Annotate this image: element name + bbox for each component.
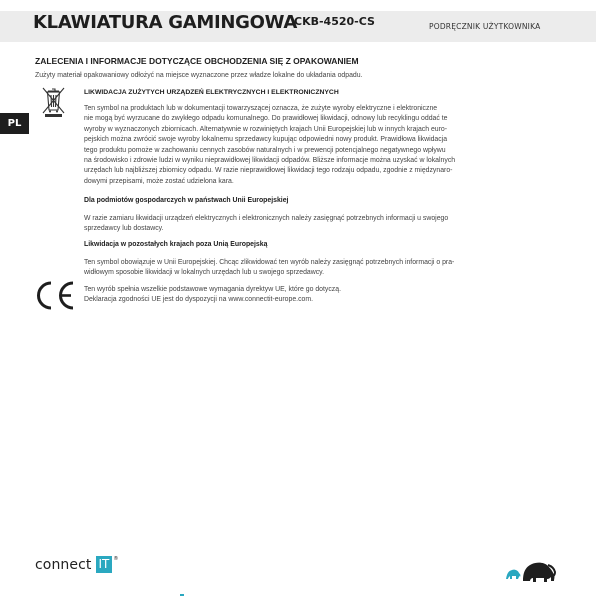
- weee-line: dowymi przepisami, może zostać udzielona kara.: [84, 177, 234, 185]
- ce-paragraph: [84, 285, 554, 306]
- business-heading: Dla podmiotów gospodarczych w państwach Unii Europejskiej: [84, 197, 289, 204]
- weee-paragraph: [84, 104, 554, 187]
- brand-word: connect: [35, 556, 92, 573]
- business-paragraph: [84, 214, 554, 235]
- manual-label: PODRĘCZNIK UŻYTKOWNIKA: [429, 22, 541, 31]
- other-countries-paragraph: [84, 258, 554, 279]
- page-title: KLAWIATURA GAMINGOWA: [33, 12, 298, 33]
- brand-logo: [35, 556, 118, 573]
- other-countries-line: Ten symbol obowiązuje w Unii Europejskiej. Chcąc zlikwidować ten wyrób należy zasięgnąć potrzebnych informacji o pra-: [84, 259, 455, 266]
- elephant-logo-icon: [503, 553, 559, 583]
- weee-line: Ten symbol na produktach lub w dokumentacji towarzyszącej oznacza, że zużyte wyroby elektryczne i elektroniczne: [84, 105, 438, 112]
- ce-line: Deklaracja zgodności UE jest do dyspozycji na www.connectit-europe.com.: [84, 296, 314, 304]
- brand-box: IT: [96, 556, 113, 573]
- section-heading: ZALECENIA I INFORMACJE DOTYCZĄCE OBCHODZENIA SIĘ Z OPAKOWANIEM: [35, 56, 359, 66]
- weee-line: na środowisko i zdrowie ludzi w wyniku nieprawidłowej likwidacji odpadów. Bliższe informacje można uzyskać w lokalnych: [84, 157, 456, 165]
- other-countries-line: widłowym sposobie likwidacji w lokalnych urzędach lub u swojego sprzedawcy.: [84, 269, 325, 277]
- weee-line: tego produktu pomoże w zachowaniu cennych zasobów naturalnych i w prewencji potencjalnego negatywnego wpływu: [84, 146, 446, 154]
- ce-mark-icon: [34, 280, 77, 311]
- brand-registered: ®: [113, 556, 119, 562]
- business-line: W razie zamiaru likwidacji urządzeń elektrycznych i elektronicznych należy zasięgnąć potrzebnych informacji u swojego: [84, 215, 449, 222]
- weee-line: wyroby w wyznaczonych zbiornicach. Alternatywnie w rozwiniętych krajach Unii Europejskiej lub w innych krajach euro-: [84, 125, 448, 133]
- business-line: sprzedawcy lub dostawcy.: [84, 225, 164, 233]
- weee-crossed-bin-icon: [40, 85, 67, 118]
- language-tab: [0, 113, 29, 134]
- model-code: CKB-4520-CS: [294, 15, 375, 28]
- weee-line: nie mogą być wyrzucane do zwykłego odpadu komunalnego. Do prawidłowej likwidacji, odnowy lub recyklingu oddać te: [84, 115, 448, 123]
- weee-line: pejskich można zwrócić swoje wyroby lokalnemu sprzedawcy kupując odpowiedni nowy produkt. Prawidłowa likwidacja: [84, 136, 448, 144]
- weee-line: urzędach lub najbliższej zbiornicy odpadu. W razie nieprawidłowej likwidacji tego rodzaju odpadu, zgodnie z międzynaro-: [84, 167, 453, 175]
- language-tab-label: PL: [7, 118, 22, 129]
- weee-heading: LIKWIDACJA ZUŻYTYCH URZĄDZEŃ ELEKTRYCZNYCH I ELEKTRONICZNYCH: [84, 89, 339, 96]
- ce-line: Ten wyrób spełnia wszelkie podstawowe wymagania dyrektyw UE, które go dotyczą.: [84, 286, 341, 293]
- other-countries-heading: Likwidacja w pozostałych krajach poza Unią Europejską: [84, 241, 268, 248]
- packaging-intro: Zużyty materiał opakowaniowy odłożyć na miejsce wyznaczone przez władze lokalne do układania odpadu.: [35, 72, 363, 79]
